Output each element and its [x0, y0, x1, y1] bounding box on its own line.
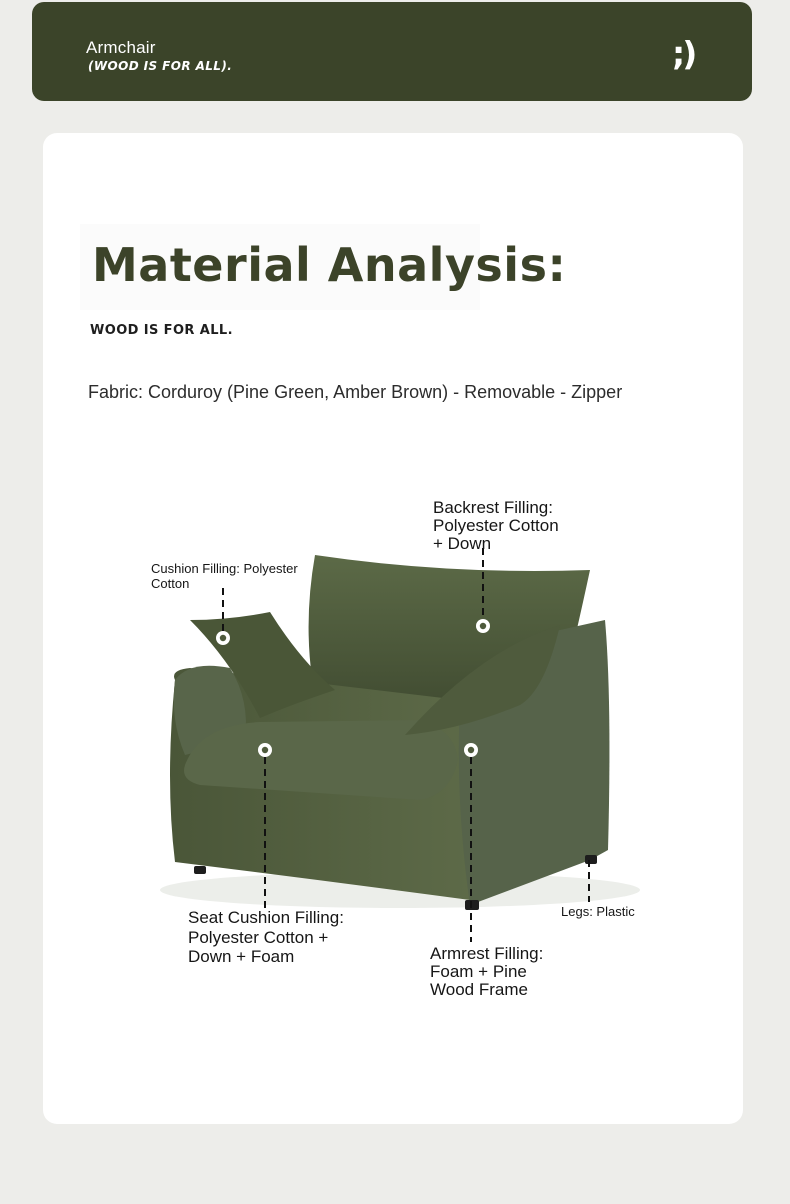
- armrest-filling-label: Armrest Filling: Foam + Pine Wood Frame: [430, 944, 544, 999]
- legs-label: Legs: Plastic: [561, 904, 635, 919]
- brand-logo[interactable]: ;): [672, 34, 695, 73]
- leg: [585, 855, 597, 864]
- fabric-description: Fabric: Corduroy (Pine Green, Amber Brown) - Removable - Zipper: [88, 382, 623, 402]
- seat-cushion-filling-label: Seat Cushion Filling: Polyester Cotton + Down + Foam: [188, 908, 344, 966]
- backrest-filling-label: Backrest Filling: Polyester Cotton + Down: [433, 498, 559, 553]
- leg: [194, 866, 206, 874]
- cushion-filling-label: Cushion Filling: Polyester Cotton: [151, 561, 298, 591]
- brand-tagline: (WOOD IS FOR ALL).: [88, 59, 233, 73]
- product-title: Armchair: [86, 38, 156, 57]
- page-title: Material Analysis:: [92, 238, 567, 292]
- brand-name: WOOD IS FOR ALL.: [90, 323, 233, 338]
